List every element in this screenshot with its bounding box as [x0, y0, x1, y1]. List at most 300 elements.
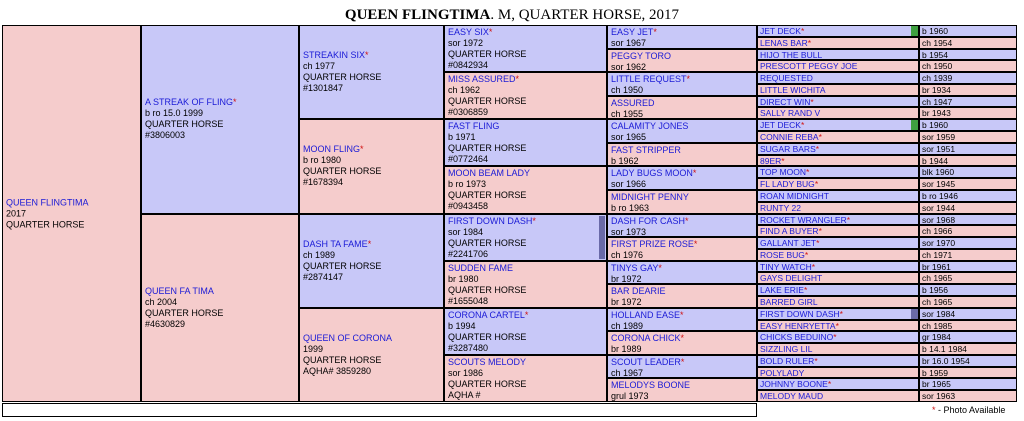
horse-detail [448, 201, 603, 212]
horse-detail-text: sor 1973 [611, 226, 647, 237]
horse-detail-text: b ro 15.0 1999 [145, 108, 204, 119]
gen4-cell [444, 355, 607, 402]
gen6-info-cell [919, 49, 1017, 61]
horse-name-link[interactable]: FIRST DOWN DASH [448, 215, 533, 226]
horse-detail-text: QUARTER HORSE [303, 72, 382, 83]
horse-name-link[interactable]: CORONA CARTEL [448, 309, 525, 320]
horse-detail [448, 60, 603, 71]
horse-detail-text: br 1961 [922, 261, 951, 272]
horse-name-link[interactable]: PRESCOTT PEGGY JOE [760, 61, 858, 72]
photo-star-icon: * [653, 27, 657, 37]
horse-detail [303, 344, 440, 355]
gen5-cell [607, 355, 757, 379]
photo-star-icon: * [800, 26, 805, 36]
horse-name-link[interactable]: LENAS BAR [760, 37, 808, 48]
horse-detail-text: sor 1962 [611, 61, 647, 72]
horse-detail-text: QUARTER HORSE [448, 237, 527, 248]
photo-star-icon: * [686, 74, 691, 85]
gen5-cell [607, 166, 757, 190]
photo-star-icon: * [818, 226, 822, 237]
gen6-name-cell [757, 331, 919, 343]
photo-star-icon: * [360, 144, 364, 155]
gen4-cell [444, 214, 607, 261]
horse-detail [448, 321, 603, 332]
horse-name-link[interactable]: BAR DEARIE [611, 286, 666, 297]
gen6-info-cell [919, 343, 1017, 355]
horse-detail-text: ch 1947 [922, 96, 953, 107]
horse-detail-text: ch 1950 [611, 85, 644, 96]
gen6-info-cell [919, 378, 1017, 390]
horse-name-link[interactable]: EASY JET [611, 27, 654, 37]
horse-detail-text: sor 1986 [448, 367, 484, 378]
gen6-info-cell [919, 37, 1017, 49]
gen6-info-cell [919, 284, 1017, 296]
horse-entry [145, 286, 295, 330]
horse-detail-text: sor 1966 [611, 179, 647, 190]
horse-detail-text: b 1944 [922, 155, 948, 166]
horse-detail [611, 368, 753, 379]
gen5-6-name-row [611, 168, 753, 179]
horse-detail [303, 355, 440, 366]
gen6-name-cell [757, 96, 919, 108]
photo-star-icon: * [839, 308, 843, 319]
horse-name-link[interactable]: CHICKS BEDUINO [760, 332, 834, 343]
horse-detail [448, 296, 603, 307]
gen6-info-cell [919, 107, 1017, 119]
horse-name-link[interactable]: MIDNIGHT PENNY [611, 191, 689, 202]
horse-detail [303, 366, 440, 377]
photo-star-icon: * [804, 249, 809, 260]
photo-star-icon: * [827, 379, 832, 390]
horse-name-link[interactable]: DASH FOR CASH [611, 215, 686, 226]
gen6-name-cell [757, 237, 919, 249]
gen6-name-cell [757, 308, 919, 320]
horse-name-link[interactable]: ROSE BUG [760, 249, 805, 260]
horse-entry [611, 168, 753, 190]
photo-legend-text: - Photo Available [935, 405, 1006, 415]
photo-star-icon: * [815, 143, 820, 154]
horse-name-link[interactable]: POLYLADY [760, 367, 805, 378]
horse-name-link[interactable]: SCOUTS MELODY [448, 356, 527, 367]
horse-detail [448, 190, 603, 201]
horse-name-link[interactable]: SIZZLING LIL [760, 344, 813, 355]
horse-name-link[interactable]: FIRST DOWN DASH [760, 308, 840, 319]
horse-entry [303, 333, 440, 377]
horse-entry [611, 192, 753, 214]
horse-name-link[interactable]: FAST STRIPPER [611, 144, 681, 155]
photo-star-icon: * [658, 262, 662, 273]
horse-detail-text: #0772464 [448, 154, 489, 165]
horse-name-link[interactable]: MOON FLING [303, 144, 361, 155]
horse-entry [611, 121, 753, 143]
horse-name-link[interactable]: LAKE ERIE [760, 285, 804, 296]
horse-name-link[interactable]: MOON BEAM LADY [448, 168, 531, 179]
horse-name-link[interactable]: CONNIE REBA [760, 132, 819, 143]
horse-detail-text: #1655048 [448, 295, 489, 306]
horse-detail [448, 249, 603, 260]
gen4-cell [444, 72, 607, 119]
horse-name-link[interactable]: BARRED GIRL [760, 296, 818, 307]
horse-detail-text: ch 1976 [611, 250, 644, 261]
gen5-2-name-row [611, 74, 753, 85]
horse-detail [611, 297, 753, 308]
horse-detail-text: br 1989 [611, 344, 642, 355]
gen6-name-cell [757, 390, 919, 402]
horse-entry [303, 144, 440, 188]
gen6-name-cell [757, 343, 919, 355]
horse-name-link[interactable]: DIRECT WIN [760, 96, 811, 107]
horse-entry [448, 27, 603, 71]
horse-detail [448, 390, 603, 401]
horse-detail [6, 219, 137, 230]
gen5-cell [607, 72, 757, 96]
horse-name-link[interactable]: MISS ASSURED [448, 74, 516, 85]
photo-star-icon: * [693, 239, 698, 250]
gen5-9-name-row [611, 239, 753, 250]
gen4-7-name-row [448, 357, 603, 368]
horse-detail-text: sor 1967 [611, 38, 647, 48]
horse-detail-text: b 1960 [922, 120, 948, 131]
gen6-info-cell [919, 166, 1017, 178]
horse-detail [611, 85, 753, 96]
horse-detail-text: #0943458 [448, 201, 489, 212]
gen6-name-cell [757, 225, 919, 237]
gen6-name-cell [757, 249, 919, 261]
horse-name-link[interactable]: PEGGY TORO [611, 50, 672, 61]
horse-detail-text: sor 1984 [922, 308, 956, 319]
horse-name-link[interactable]: TOP MOON [760, 167, 806, 178]
horse-name-link[interactable]: CORONA CHICK [611, 333, 681, 344]
horse-name-link[interactable]: LADY BUGS MOON [611, 168, 693, 179]
horse-name-link[interactable]: FAST FLING [448, 121, 500, 132]
horse-detail-text: br 1943 [922, 108, 951, 119]
gen6-info-cell [919, 190, 1017, 202]
horse-detail-text: ch 1965 [922, 273, 953, 284]
gen6-info-cell [919, 72, 1017, 84]
horse-detail [611, 344, 753, 355]
photo-legend [932, 405, 1005, 416]
gen5-cell [607, 214, 757, 238]
horse-entry [145, 97, 295, 141]
gen4-cell [444, 308, 607, 355]
horse-name-link[interactable]: REQUESTED [760, 73, 813, 84]
horse-name-link[interactable]: EASY SIX [448, 27, 489, 37]
horse-detail-text: #3287480 [448, 342, 489, 353]
photo-star-icon: * [803, 285, 808, 296]
horse-detail-text: #2241706 [448, 248, 489, 259]
horse-detail-text: sor 1963 [922, 391, 956, 402]
horse-detail [448, 274, 603, 285]
horse-detail-text: b ro 1980 [303, 155, 342, 166]
horse-detail [145, 108, 295, 119]
horse-name-link[interactable]: FL LADY BUG [760, 179, 815, 190]
horse-entry [6, 197, 137, 230]
horse-detail [448, 107, 603, 118]
gen6-info-cell [919, 119, 1017, 131]
horse-detail-text: br 1972 [611, 297, 642, 308]
horse-name-link[interactable]: QUEEN FLINGTIMA [6, 197, 89, 207]
status-marker-gray [911, 309, 918, 319]
horse-name-heading: QUEEN FLINGTIMA [344, 7, 491, 23]
photo-star-icon: * [515, 74, 520, 85]
gen4-cell [444, 25, 607, 72]
horse-detail-text: QUARTER HORSE [448, 143, 527, 154]
gen6-name-cell [757, 84, 919, 96]
horse-detail-text: #1678394 [303, 177, 344, 188]
horse-detail [611, 38, 753, 49]
horse-detail [448, 96, 603, 107]
horse-detail [448, 154, 603, 165]
horse-detail-text: ch 1985 [922, 320, 953, 331]
gen5-cell [607, 261, 757, 285]
gen6-name-cell [757, 178, 919, 190]
horse-detail [303, 83, 440, 94]
horse-detail [303, 250, 440, 261]
gen6-info-cell [919, 178, 1017, 190]
horse-detail [303, 261, 440, 272]
horse-detail-text: b 1956 [922, 285, 948, 296]
horse-entry [611, 263, 753, 285]
gen3-2-name-row [303, 239, 440, 250]
photo-star-icon: * [524, 309, 529, 320]
horse-detail [145, 319, 295, 330]
horse-name-link[interactable]: RUNTY 22 [760, 202, 801, 213]
gen5-cell [607, 190, 757, 214]
horse-detail-text: ch 1950 [922, 61, 953, 72]
gen4-2-name-row [448, 121, 603, 132]
gen6-info-cell [919, 143, 1017, 155]
horse-name-link[interactable]: FIND A BUYER [760, 226, 819, 237]
photo-star-icon: * [818, 132, 822, 143]
horse-detail [448, 85, 603, 96]
horse-name-link[interactable]: ROAN MIDNIGHT [760, 190, 829, 201]
photo-star-icon: * [807, 37, 812, 48]
horse-name-link[interactable]: SCOUT LEADER [611, 356, 681, 367]
gen6-info-cell [919, 296, 1017, 308]
horse-detail-text: QUARTER HORSE [6, 219, 85, 229]
horse-detail [145, 119, 295, 130]
horse-name-link[interactable]: FIRST PRIZE ROSE [611, 239, 694, 250]
gen6-info-cell [919, 214, 1017, 226]
gen6-name-cell [757, 119, 919, 131]
gen5-0-name-row [611, 27, 753, 38]
gen5-3-name-row [611, 98, 753, 109]
gen6-info-cell [919, 60, 1017, 72]
horse-name-link[interactable]: EASY HENRYETTA [760, 320, 836, 331]
horse-detail-text: AQHA# 3859280 [303, 365, 372, 376]
horse-name-link[interactable]: HIJO THE BULL [760, 49, 823, 60]
horse-name-link[interactable]: ASSURED [611, 97, 655, 108]
horse-detail-text: gr 1984 [922, 332, 951, 343]
gen5-cell [607, 25, 757, 49]
horse-detail-text: b ro 1963 [611, 202, 650, 213]
horse-detail [611, 227, 753, 238]
horse-detail-text: b 1994 [448, 320, 476, 331]
gen4-3-name-row [448, 168, 603, 179]
gen6-info-cell [919, 320, 1017, 332]
horse-name-link[interactable]: JOHNNY BOONE [760, 379, 828, 390]
horse-detail [448, 143, 603, 154]
horse-name-link[interactable]: CALAMITY JONES [611, 121, 689, 132]
horse-detail [448, 227, 603, 238]
gen5-12-name-row [611, 310, 753, 321]
page-title [0, 6, 1024, 24]
horse-name-link[interactable]: TINY WATCH [760, 261, 812, 272]
photo-star-icon: * [811, 261, 816, 272]
horse-detail-text: sor 1968 [922, 214, 956, 225]
gen2-cell [141, 214, 299, 403]
gen6-info-cell [919, 308, 1017, 320]
horse-entry [448, 168, 603, 212]
gen5-cell [607, 119, 757, 143]
gen5-cell [607, 308, 757, 332]
horse-name-link[interactable]: BOLD RULER [760, 355, 815, 366]
gen5-cell [607, 284, 757, 308]
horse-detail-text: grul 1973 [611, 391, 649, 402]
horse-entry [611, 310, 753, 332]
horse-name-link[interactable]: TINYS GAY [611, 262, 659, 273]
gen6-name-cell [757, 107, 919, 119]
gen5-14-name-row [611, 357, 753, 368]
photo-star-icon: * [692, 168, 697, 179]
horse-detail-text: QUARTER HORSE [448, 49, 527, 59]
horse-name-link[interactable]: JET DECK [760, 120, 801, 131]
photo-star-icon: * [814, 179, 819, 190]
horse-detail [611, 250, 753, 261]
horse-entry [611, 98, 753, 120]
horse-detail-text: b ro 1973 [448, 179, 487, 190]
horse-detail-text: b 1960 [922, 26, 948, 36]
horse-detail-text: QUARTER HORSE [145, 307, 224, 318]
horse-detail-text: ch 1955 [611, 108, 644, 119]
gen6-name-cell [757, 60, 919, 72]
horse-detail [611, 156, 753, 167]
gen4-cell [444, 119, 607, 166]
horse-name-link[interactable]: GALLANT JET [760, 238, 817, 249]
gen5-8-name-row [611, 216, 753, 227]
horse-detail [611, 109, 753, 120]
notes-box [2, 403, 757, 417]
gen4-cell [444, 166, 607, 213]
horse-detail [611, 274, 753, 285]
horse-detail [145, 297, 295, 308]
horse-name-link[interactable]: JET DECK [760, 26, 801, 36]
gen3-cell [299, 308, 444, 402]
gen6-name-cell [757, 320, 919, 332]
horse-detail-text: #0842934 [448, 60, 489, 70]
horse-detail-text: #0306859 [448, 107, 489, 118]
horse-name-link[interactable]: A STREAK OF FLING [145, 97, 234, 108]
horse-name-link[interactable]: MELODYS BOONE [611, 380, 691, 391]
gen4-0-name-row [448, 27, 603, 38]
gen6-name-cell [757, 190, 919, 202]
horse-detail [448, 285, 603, 296]
horse-detail-text: sor 1972 [448, 38, 484, 48]
horse-detail-text: sor 1965 [611, 132, 647, 143]
horse-detail-text: QUARTER HORSE [448, 96, 527, 107]
horse-name-link[interactable]: ROCKET WRANGLER [760, 214, 847, 225]
horse-name-link[interactable]: QUEEN FA TIMA [145, 285, 214, 296]
horse-detail [6, 208, 137, 219]
photo-star-icon: * [685, 215, 689, 226]
horse-detail-text: ch 1962 [448, 85, 481, 96]
horse-detail [303, 155, 440, 166]
horse-name-link[interactable]: DASH TA FAME [303, 238, 368, 249]
gen6-info-cell [919, 367, 1017, 379]
gen6-info-cell [919, 84, 1017, 96]
gen3-cell [299, 214, 444, 308]
photo-star-icon: * [846, 214, 851, 225]
gen5-cell [607, 237, 757, 261]
gen3-1-name-row [303, 144, 440, 155]
horse-detail-text: QUARTER HORSE [448, 190, 527, 201]
horse-detail [611, 179, 753, 190]
horse-name-link[interactable]: QUEEN OF CORONA [303, 332, 393, 343]
gen6-info-cell [919, 96, 1017, 108]
horse-name-link[interactable]: LITTLE REQUEST [611, 74, 687, 85]
horse-detail-text: ch 1966 [922, 226, 953, 237]
horse-name-link[interactable]: MELODY MAUD [760, 391, 824, 402]
gen5-10-name-row [611, 263, 753, 274]
photo-star-icon: * [805, 167, 810, 178]
horse-name-link[interactable]: SUGAR BARS [760, 143, 816, 154]
horse-name-link[interactable]: SALLY RAND V [760, 108, 821, 119]
gen5-cell [607, 378, 757, 402]
gen6-name-cell [757, 261, 919, 273]
horse-detail-text: sor 1970 [922, 238, 956, 249]
gen4-5-name-row [448, 263, 603, 274]
horse-name-link[interactable]: HOLLAND EASE [611, 309, 681, 320]
horse-detail-text: ch 1939 [922, 73, 953, 84]
gen5-4-name-row [611, 121, 753, 132]
horse-detail-text: b 1971 [448, 132, 476, 143]
horse-name-link[interactable]: SUDDEN FAME [448, 262, 514, 273]
horse-name-link[interactable]: GAYS DELIGHT [760, 273, 823, 284]
horse-name-link[interactable]: LITTLE WICHITA [760, 84, 826, 95]
gen6-name-cell [757, 155, 919, 167]
horse-detail-text: 2017 [6, 208, 27, 218]
gen5-13-name-row [611, 333, 753, 344]
gen2-cell [141, 25, 299, 214]
gen6-name-cell [757, 49, 919, 61]
gen6-info-cell [919, 155, 1017, 167]
gen6-name-cell [757, 284, 919, 296]
gen6-info-cell [919, 225, 1017, 237]
gen6-info-cell [919, 202, 1017, 214]
horse-name-link[interactable]: STREAKIN SIX [303, 50, 366, 61]
horse-entry [611, 333, 753, 355]
gen6-name-cell [757, 143, 919, 155]
horse-detail [303, 166, 440, 177]
photo-star-icon: * [800, 120, 805, 131]
horse-detail [448, 238, 603, 249]
photo-star-icon: * [781, 155, 785, 166]
horse-detail-text: ch 1965 [922, 296, 953, 307]
gen3-3-name-row [303, 333, 440, 344]
horse-detail [611, 203, 753, 214]
horse-detail-text: QUARTER HORSE [303, 354, 382, 365]
horse-detail-text: AQHA # [448, 389, 481, 400]
gen3-0-name-row [303, 50, 440, 61]
gen5-cell [607, 96, 757, 120]
gen6-info-cell [919, 390, 1017, 402]
gen6-info-cell [919, 355, 1017, 367]
horse-detail-text: b 14.1 1984 [922, 344, 967, 355]
photo-star-icon: * [835, 320, 839, 331]
horse-detail-text: QUARTER HORSE [448, 378, 527, 389]
photo-star-icon: * [680, 309, 684, 320]
horse-name-link[interactable]: 89ER [760, 155, 782, 166]
